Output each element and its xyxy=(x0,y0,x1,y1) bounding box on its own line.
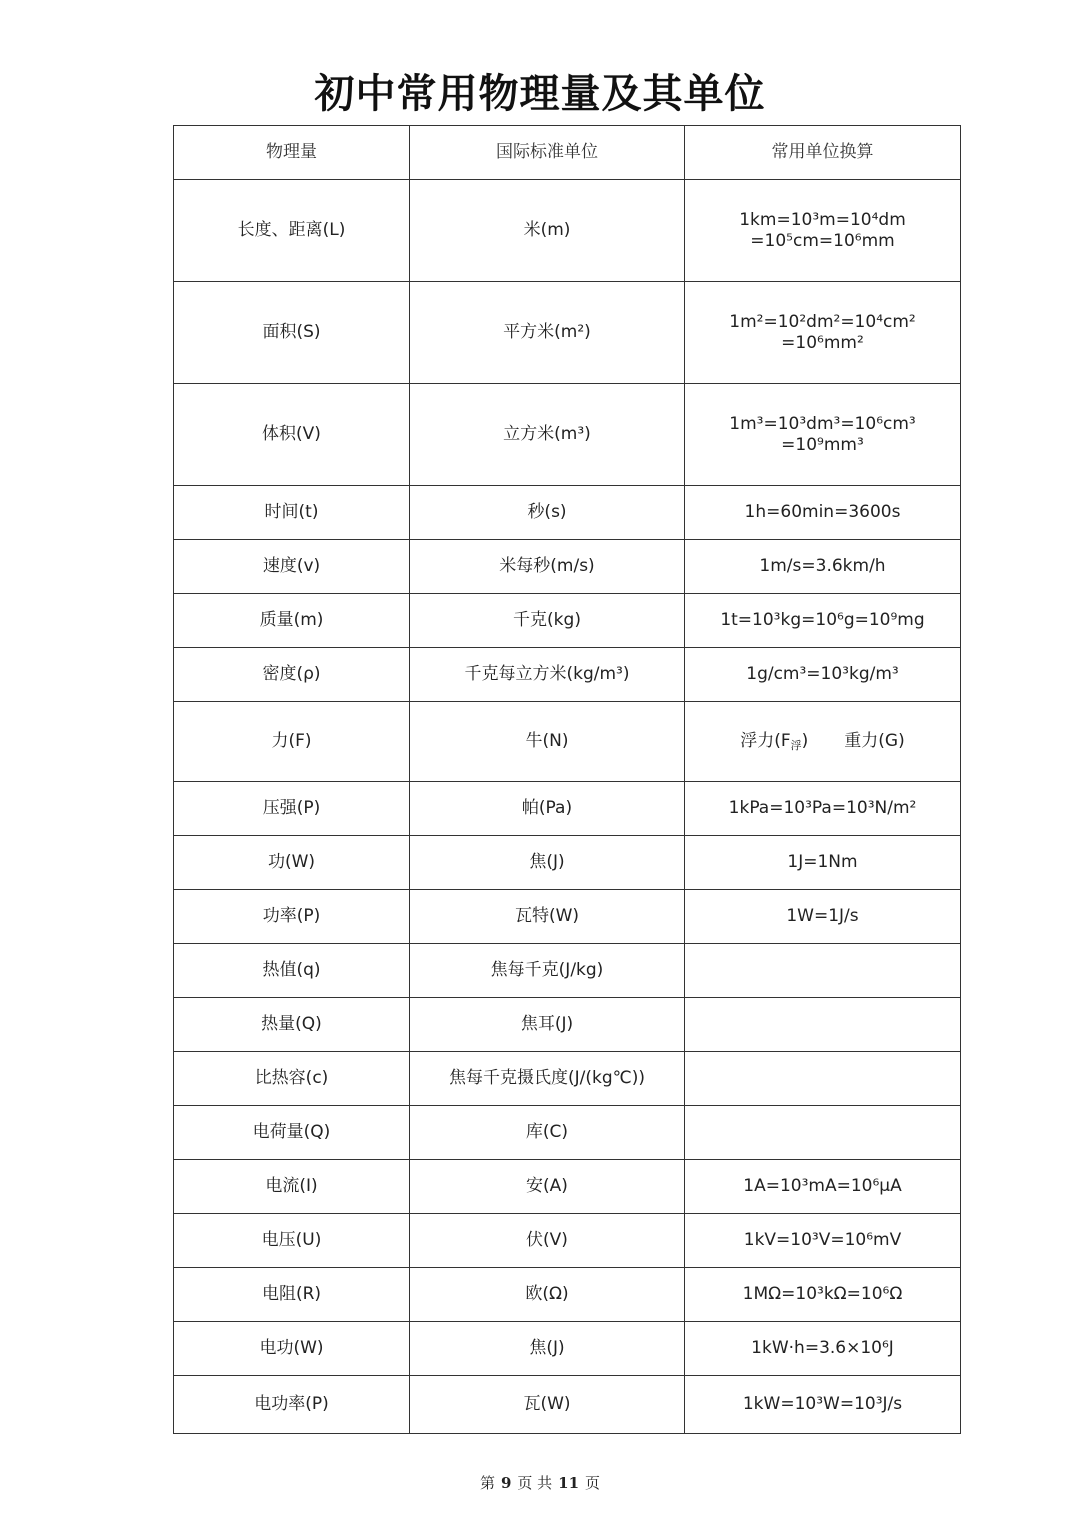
table-row xyxy=(174,282,961,384)
conversion-cell xyxy=(685,998,961,1052)
si-unit-cell: 米(m) xyxy=(410,180,685,282)
conversion-line: =10⁶mm² xyxy=(781,332,864,353)
quantity-cell: 电功率(P) xyxy=(174,1376,410,1434)
si-unit-cell: 平方米(m²) xyxy=(410,282,685,384)
conversion-line: 1m²=10²dm²=10⁴cm² xyxy=(729,312,916,333)
footer-suffix: 页 xyxy=(585,1474,601,1492)
table-row xyxy=(174,1106,961,1160)
table-row xyxy=(174,384,961,486)
conversion-line: =10⁹mm³ xyxy=(781,434,864,455)
conversion-line: 1m³=10³dm³=10⁶cm³ xyxy=(729,414,916,435)
si-unit-cell: 焦(J) xyxy=(410,1322,685,1376)
table-row xyxy=(174,782,961,836)
table-row xyxy=(174,540,961,594)
quantity-cell: 长度、距离(L) xyxy=(174,180,410,282)
header-si-unit: 国际标准单位 xyxy=(410,126,685,180)
header-conversion: 常用单位换算 xyxy=(685,126,961,180)
quantity-cell: 电压(U) xyxy=(174,1214,410,1268)
conversion-cell: 1t=10³kg=10⁶g=10⁹mg xyxy=(685,594,961,648)
conversion-cell xyxy=(685,702,961,782)
page-title: 初中常用物理量及其单位 xyxy=(314,71,766,117)
table-row xyxy=(174,1322,961,1376)
quantity-cell: 电功(W) xyxy=(174,1322,410,1376)
quantity-cell: 质量(m) xyxy=(174,594,410,648)
quantity-cell: 电荷量(Q) xyxy=(174,1106,410,1160)
quantity-cell: 力(F) xyxy=(174,702,410,782)
conversion-cell: 1kV=10³V=10⁶mV xyxy=(685,1214,961,1268)
si-unit-cell: 伏(V) xyxy=(410,1214,685,1268)
si-unit-cell: 欧(Ω) xyxy=(410,1268,685,1322)
si-unit-cell: 千克(kg) xyxy=(410,594,685,648)
table-row xyxy=(174,648,961,702)
conversion-cell xyxy=(685,1052,961,1106)
conversion-cell: 1h=60min=3600s xyxy=(685,486,961,540)
quantity-cell: 电阻(R) xyxy=(174,1268,410,1322)
table-row xyxy=(174,486,961,540)
conversion-line: 1km=10³m=10⁴dm xyxy=(739,210,906,231)
buoyancy-label: 浮力$(F_浮)$ xyxy=(740,730,809,752)
si-unit-cell: 焦每千克(J/kg) xyxy=(410,944,685,998)
gravity-label: 重力(G) xyxy=(844,730,905,751)
table-header-row xyxy=(174,126,961,180)
table-row xyxy=(174,890,961,944)
si-unit-cell: 牛(N) xyxy=(410,702,685,782)
conversion-line: =10⁵cm=10⁶mm xyxy=(750,230,895,251)
conversion-cell xyxy=(685,384,961,486)
table-row xyxy=(174,1160,961,1214)
conversion-cell: 1g/cm³=10³kg/m³ xyxy=(685,648,961,702)
table-row xyxy=(174,998,961,1052)
quantity-cell: 功率(P) xyxy=(174,890,410,944)
conversion-cell xyxy=(685,180,961,282)
si-unit-cell: 焦每千克摄氏度(J/(kg℃)) xyxy=(410,1052,685,1106)
conversion-cell: 1m/s=3.6km/h xyxy=(685,540,961,594)
conversion-cell: 1MΩ=10³kΩ=10⁶Ω xyxy=(685,1268,961,1322)
table-row xyxy=(174,944,961,998)
conversion-cell: 1A=10³mA=10⁶μA xyxy=(685,1160,961,1214)
quantity-cell: 速度(v) xyxy=(174,540,410,594)
table-row xyxy=(174,1376,961,1434)
buoyancy-subscript: 浮 xyxy=(790,738,802,752)
table-row xyxy=(174,702,961,782)
quantity-cell: 时间(t) xyxy=(174,486,410,540)
si-unit-cell: 帕(Pa) xyxy=(410,782,685,836)
footer-prefix: 第 xyxy=(479,1474,495,1492)
conversion-cell: 1kPa=10³Pa=10³N/m² xyxy=(685,782,961,836)
table-row xyxy=(174,594,961,648)
table-row xyxy=(174,1214,961,1268)
quantity-cell: 功(W) xyxy=(174,836,410,890)
conversion-cell: 1kW·h=3.6×10⁶J xyxy=(685,1322,961,1376)
si-unit-cell: 秒(s) xyxy=(410,486,685,540)
units-table xyxy=(173,125,961,1434)
quantity-cell: 压强(P) xyxy=(174,782,410,836)
quantity-cell: 体积(V) xyxy=(174,384,410,486)
table-row xyxy=(174,1052,961,1106)
conversion-cell xyxy=(685,944,961,998)
table-row xyxy=(174,836,961,890)
si-unit-cell: 米每秒(m/s) xyxy=(410,540,685,594)
si-unit-cell: 千克每立方米(kg/m³) xyxy=(410,648,685,702)
conversion-cell xyxy=(685,282,961,384)
si-unit-cell: 焦(J) xyxy=(410,836,685,890)
conversion-cell: 1kW=10³W=10³J/s xyxy=(685,1376,961,1434)
quantity-cell: 比热容(c) xyxy=(174,1052,410,1106)
conversion-cell: 1J=1Nm xyxy=(685,836,961,890)
quantity-cell: 面积(S) xyxy=(174,282,410,384)
si-unit-cell: 库(C) xyxy=(410,1106,685,1160)
conversion-cell: 1W=1J/s xyxy=(685,890,961,944)
si-unit-cell: 瓦(W) xyxy=(410,1376,685,1434)
si-unit-cell: 立方米(m³) xyxy=(410,384,685,486)
quantity-cell: 热量(Q) xyxy=(174,998,410,1052)
total-pages: 11 xyxy=(558,1474,580,1492)
page-number: 9 xyxy=(500,1474,512,1492)
si-unit-cell: 焦耳(J) xyxy=(410,998,685,1052)
si-unit-cell: 安(A) xyxy=(410,1160,685,1214)
page-footer xyxy=(0,1472,1080,1493)
quantity-cell: 热值(q) xyxy=(174,944,410,998)
quantity-cell: 电流(I) xyxy=(174,1160,410,1214)
si-unit-cell: 瓦特(W) xyxy=(410,890,685,944)
table-row xyxy=(174,180,961,282)
table-row xyxy=(174,1268,961,1322)
footer-mid: 页 共 xyxy=(517,1474,553,1492)
quantity-cell: 密度(ρ) xyxy=(174,648,410,702)
conversion-cell xyxy=(685,1106,961,1160)
header-quantity: 物理量 xyxy=(174,126,410,180)
